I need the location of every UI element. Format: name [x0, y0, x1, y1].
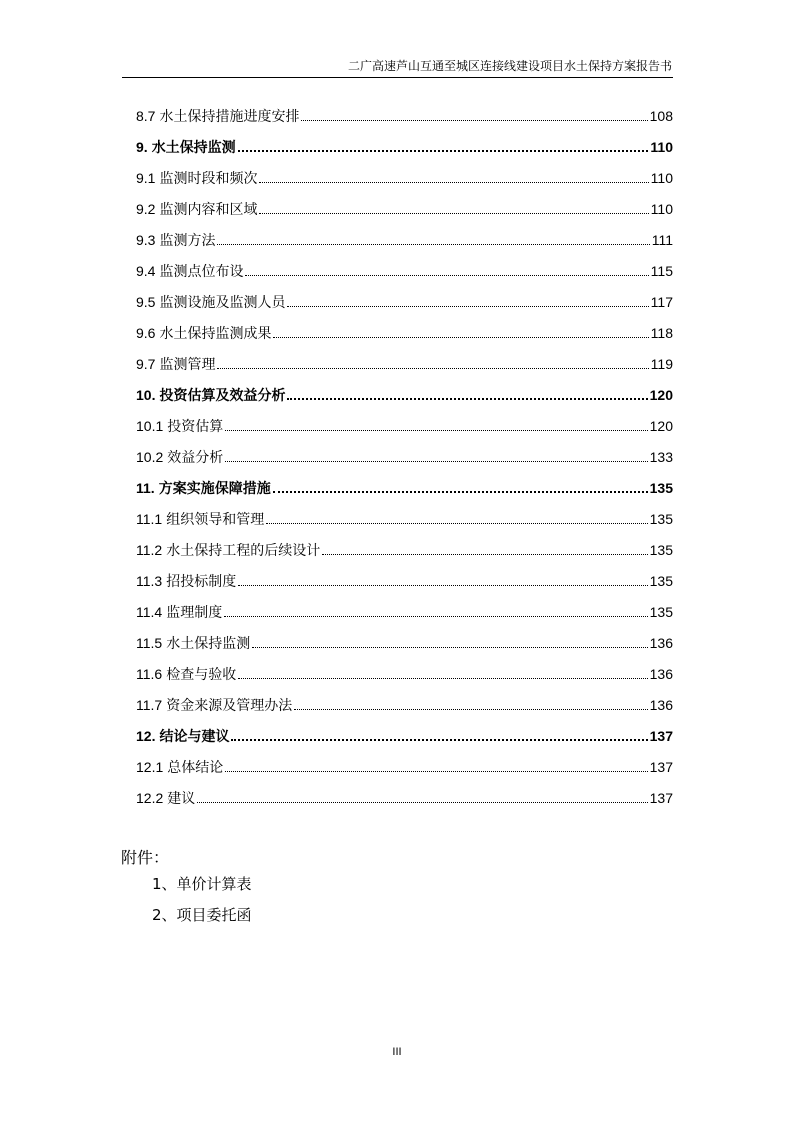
toc-entry-label	[136, 602, 224, 622]
toc-page-number: 135	[649, 479, 673, 496]
toc-entry-number: 9.5	[136, 293, 156, 310]
toc-section-entry[interactable]	[136, 565, 673, 596]
attachment-item: 2、项目委托函	[152, 906, 252, 924]
toc-page-number: 136	[649, 634, 673, 651]
toc-page-number: 120	[649, 417, 673, 434]
toc-section-entry[interactable]	[136, 503, 673, 534]
toc-page-number: 135	[649, 541, 673, 558]
toc-dot-leader	[259, 182, 648, 183]
toc-section-entry[interactable]	[136, 782, 673, 813]
toc-entry-title: 监测方法	[159, 232, 216, 249]
toc-entry-number: 11.3	[136, 572, 163, 589]
toc-section-entry[interactable]	[136, 658, 673, 689]
toc-dot-leader	[273, 491, 648, 493]
toc-section-entry[interactable]	[136, 224, 673, 255]
toc-dot-leader	[225, 771, 647, 772]
toc-section-entry[interactable]	[136, 317, 673, 348]
toc-page-number: 110	[650, 169, 673, 186]
toc-entry-title: 监理制度	[166, 604, 223, 621]
toc-entry-number: 11.1	[136, 510, 163, 527]
toc-entry-label	[136, 354, 217, 374]
toc-entry-number: 12.1	[136, 758, 164, 775]
toc-entry-number: 9.	[136, 138, 148, 155]
toc-entry-title: 监测时段和频次	[159, 170, 258, 187]
toc-entry-number: 9.1	[136, 169, 156, 186]
toc-entry-number: 11.7	[136, 696, 163, 713]
toc-section-entry[interactable]	[136, 689, 673, 720]
toc-entry-number: 9.2	[136, 200, 156, 217]
toc-entry-label	[136, 447, 225, 467]
attachment-item: 1、单价计算表	[152, 875, 252, 893]
toc-entry-label	[136, 137, 238, 157]
running-header: 二广高速芦山互通至城区连接线建设项目水土保持方案报告书	[347, 59, 672, 73]
toc-section-entry[interactable]	[136, 596, 673, 627]
toc-entry-label	[136, 230, 217, 250]
toc-section-entry[interactable]	[136, 534, 673, 565]
table-of-contents	[136, 100, 673, 813]
toc-page-number: 137	[649, 727, 673, 744]
toc-dot-leader	[301, 120, 647, 121]
toc-page-number: 108	[649, 107, 673, 124]
toc-entry-title: 投资估算及效益分析	[159, 387, 286, 404]
toc-entry-title: 投资估算	[167, 418, 224, 435]
toc-section-entry[interactable]	[136, 100, 673, 131]
toc-page-number: 136	[649, 665, 673, 682]
toc-entry-number: 11.6	[136, 665, 163, 682]
toc-entry-label	[136, 540, 322, 560]
toc-entry-label	[136, 199, 259, 219]
toc-entry-title: 水土保持监测	[151, 139, 236, 156]
toc-dot-leader	[231, 739, 647, 741]
toc-entry-number: 8.7	[136, 107, 156, 124]
toc-section-entry[interactable]	[136, 255, 673, 286]
toc-section-entry[interactable]	[136, 751, 673, 782]
toc-page-number: 137	[649, 758, 673, 775]
toc-entry-title: 资金来源及管理办法	[166, 697, 293, 714]
toc-entry-number: 9.6	[136, 324, 156, 341]
toc-dot-leader	[217, 368, 648, 369]
toc-entry-label	[136, 385, 287, 405]
toc-entry-number: 11.5	[136, 634, 163, 651]
toc-entry-number: 10.2	[136, 448, 164, 465]
toc-entry-title: 监测点位布设	[159, 263, 244, 280]
toc-page-number: 111	[651, 231, 673, 248]
toc-entry-title: 总体结论	[167, 759, 224, 776]
toc-entry-label	[136, 323, 273, 343]
toc-entry-label	[136, 788, 197, 808]
toc-page-number: 135	[649, 572, 673, 589]
toc-section-entry[interactable]	[136, 410, 673, 441]
header-divider	[122, 77, 673, 78]
toc-entry-number: 11.	[136, 479, 155, 496]
toc-entry-label	[136, 757, 225, 777]
toc-page-number: 117	[650, 293, 673, 310]
toc-entry-title: 效益分析	[167, 449, 224, 466]
toc-entry-label	[136, 509, 266, 529]
toc-entry-label	[136, 478, 273, 498]
toc-page-number: 110	[650, 138, 673, 155]
toc-dot-leader	[224, 616, 647, 617]
toc-entry-number: 11.4	[136, 603, 163, 620]
toc-entry-title: 水土保持工程的后续设计	[166, 542, 321, 559]
toc-section-entry[interactable]	[136, 441, 673, 472]
toc-entry-title: 方案实施保障措施	[158, 480, 271, 497]
toc-dot-leader	[225, 461, 647, 462]
toc-dot-leader	[238, 585, 647, 586]
toc-entry-label	[136, 571, 238, 591]
toc-entry-title: 水土保持监测	[166, 635, 251, 652]
toc-page-number: 137	[649, 789, 673, 806]
toc-entry-label	[136, 633, 252, 653]
toc-entry-label	[136, 416, 225, 436]
toc-page-number: 115	[650, 262, 673, 279]
toc-entry-title: 建议	[167, 790, 196, 807]
toc-entry-label	[136, 292, 287, 312]
toc-entry-title: 监测设施及监测人员	[159, 294, 286, 311]
attachments-heading: 附件：	[121, 848, 170, 867]
toc-entry-label	[136, 664, 238, 684]
toc-dot-leader	[197, 802, 647, 803]
toc-page-number: 135	[649, 510, 673, 527]
toc-entry-title: 水土保持措施进度安排	[159, 108, 300, 125]
toc-entry-title: 水土保持监测成果	[159, 325, 272, 342]
toc-entry-title: 组织领导和管理	[166, 511, 265, 528]
toc-page-number: 119	[650, 355, 673, 372]
toc-dot-leader	[259, 213, 648, 214]
toc-section-entry[interactable]	[136, 162, 673, 193]
toc-dot-leader	[287, 398, 647, 400]
toc-entry-number: 9.3	[136, 231, 156, 248]
toc-section-entry[interactable]	[136, 193, 673, 224]
toc-entry-number: 12.2	[136, 789, 164, 806]
toc-page-number: 110	[650, 200, 673, 217]
toc-dot-leader	[273, 337, 648, 338]
toc-chapter-entry[interactable]	[136, 720, 673, 751]
toc-dot-leader	[252, 647, 647, 648]
toc-page-number: 135	[649, 603, 673, 620]
toc-entry-number: 9.4	[136, 262, 156, 279]
toc-section-entry[interactable]	[136, 286, 673, 317]
page-number: III	[392, 1046, 402, 1058]
toc-page-number: 136	[649, 696, 673, 713]
toc-entry-label	[136, 168, 259, 188]
toc-dot-leader	[294, 709, 647, 710]
attachments-list	[152, 869, 252, 931]
toc-chapter-entry[interactable]	[136, 379, 673, 410]
toc-dot-leader	[238, 678, 647, 679]
toc-entry-title: 结论与建议	[159, 728, 230, 745]
toc-entry-label	[136, 106, 301, 126]
toc-chapter-entry[interactable]	[136, 131, 673, 162]
toc-entry-label	[136, 726, 231, 746]
toc-entry-number: 10.1	[136, 417, 164, 434]
toc-entry-number: 11.2	[136, 541, 163, 558]
toc-dot-leader	[238, 150, 649, 152]
toc-dot-leader	[266, 523, 647, 524]
toc-dot-leader	[225, 430, 647, 431]
toc-dot-leader	[322, 554, 647, 555]
toc-entry-label	[136, 695, 294, 715]
toc-section-entry[interactable]	[136, 348, 673, 379]
toc-entry-label	[136, 261, 245, 281]
toc-dot-leader	[217, 244, 649, 245]
toc-page-number: 118	[650, 324, 673, 341]
toc-dot-leader	[287, 306, 648, 307]
toc-entry-title: 检查与验收	[166, 666, 237, 683]
toc-entry-title: 监测管理	[159, 356, 216, 373]
toc-entry-title: 招投标制度	[166, 573, 237, 590]
toc-page-number: 133	[649, 448, 673, 465]
toc-entry-number: 12.	[136, 727, 156, 744]
toc-entry-title: 监测内容和区域	[159, 201, 258, 218]
toc-section-entry[interactable]	[136, 627, 673, 658]
toc-entry-number: 10.	[136, 386, 156, 403]
toc-chapter-entry[interactable]	[136, 472, 673, 503]
toc-dot-leader	[245, 275, 648, 276]
toc-page-number: 120	[649, 386, 673, 403]
toc-entry-number: 9.7	[136, 355, 156, 372]
